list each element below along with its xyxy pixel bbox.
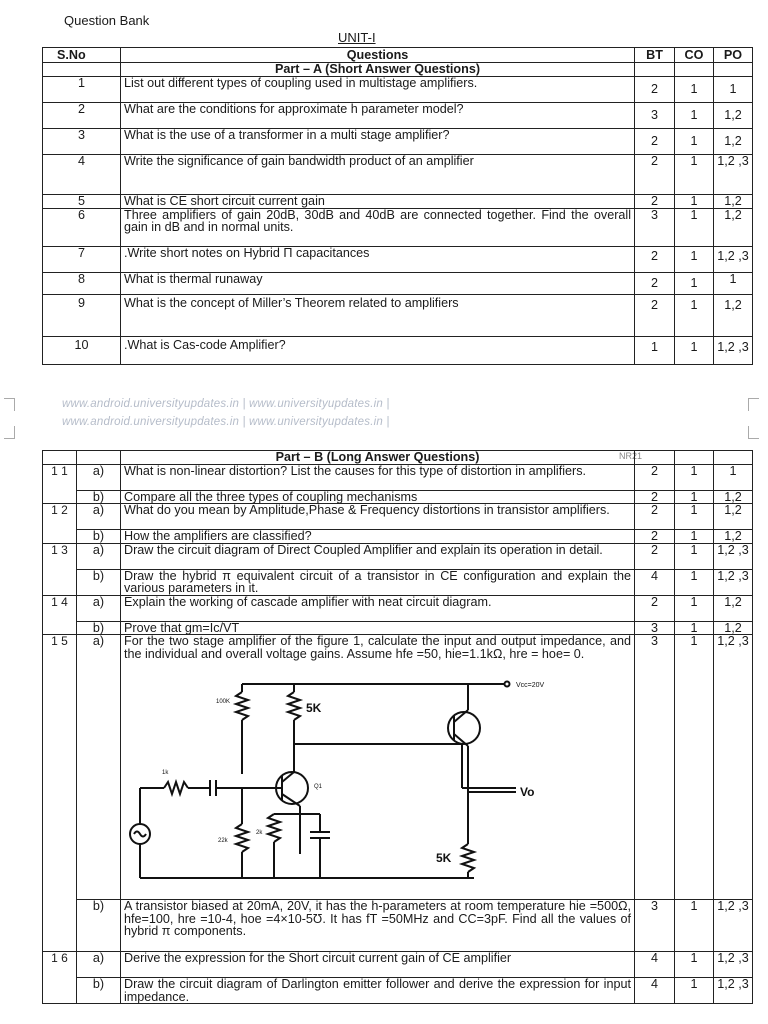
po-value: 1 xyxy=(714,464,753,490)
table-row xyxy=(43,272,753,294)
co-value: 1 xyxy=(675,294,714,336)
table-row xyxy=(43,246,753,272)
col-sno-header: S.No xyxy=(43,48,121,63)
question-text: .Write short notes on Hybrid Π capacitances xyxy=(121,246,635,272)
bt-value: 4 xyxy=(635,569,675,595)
po-value: 1,2 xyxy=(714,195,753,209)
circuit-label-rs: 1k xyxy=(162,770,169,776)
question-text: What is non-linear distortion? List the causes for this type of distortion in amplifiers. xyxy=(121,464,635,490)
page-code: NR21 xyxy=(619,451,643,461)
table-row xyxy=(43,952,753,978)
question-text: Three amplifiers of gain 20dB, 30dB and 40dB are connected together. Find the overall gain in dB and in normal units. xyxy=(121,208,635,246)
po-value: 1,2 xyxy=(714,490,753,504)
sub-label: b) xyxy=(77,490,121,504)
question-text: What is the concept of Miller’s Theorem related to amplifiers xyxy=(121,294,635,336)
question-number: 1 6 xyxy=(43,952,77,1004)
po-value: 1,2 xyxy=(714,129,753,155)
part-b-title: Part – B (Long Answer Questions) xyxy=(121,451,635,465)
question-text: Draw the hybrid π equivalent circuit of a transistor in CE configuration and explain the various parameters in it. xyxy=(121,569,635,595)
table-row xyxy=(43,900,753,952)
table-row xyxy=(43,490,753,504)
question-number: 3 xyxy=(43,129,121,155)
question-number: 7 xyxy=(43,246,121,272)
col-po-header: PO xyxy=(714,48,753,63)
bt-value: 2 xyxy=(635,246,675,272)
table-row xyxy=(43,978,753,1004)
bt-value: 2 xyxy=(635,77,675,103)
co-value: 1 xyxy=(675,530,714,544)
bt-value: 2 xyxy=(635,504,675,530)
co-value: 1 xyxy=(675,635,714,900)
question-text: Draw the circuit diagram of Darlington emitter follower and derive the expression for input impedance. xyxy=(121,978,635,1004)
sub-label: a) xyxy=(77,464,121,490)
table-row xyxy=(43,635,753,900)
circuit-label-r2: 22k xyxy=(218,838,228,844)
bt-value: 2 xyxy=(635,543,675,569)
question-text: Write the significance of gain bandwidth product of an amplifier xyxy=(121,155,635,195)
po-value: 1,2 ,3 xyxy=(714,635,753,900)
bt-value: 3 xyxy=(635,208,675,246)
co-value: 1 xyxy=(675,900,714,952)
question-text: What do you mean by Amplitude,Phase & Frequency distortions in transistor amplifiers. xyxy=(121,504,635,530)
po-value: 1,2 ,3 xyxy=(714,336,753,364)
question-number: 8 xyxy=(43,272,121,294)
sub-label: a) xyxy=(77,635,121,900)
bt-value: 1 xyxy=(635,336,675,364)
question-text: A transistor biased at 20mA, 20V, it has the h-parameters at room temperature hie =500Ω, hfe=100, hre =10-4, hoe =4×10-5Ʊ. It has fT =50MHz and CC=3pF. Find all the values of hybrid π components. xyxy=(121,900,635,952)
po-value: 1,2 ,3 xyxy=(714,900,753,952)
po-value: 1,2 xyxy=(714,294,753,336)
co-value: 1 xyxy=(675,543,714,569)
bt-value: 2 xyxy=(635,464,675,490)
table-row xyxy=(43,530,753,544)
po-value: 1,2 xyxy=(714,621,753,635)
unit-title: UNIT-I xyxy=(338,30,376,45)
co-value: 1 xyxy=(675,595,714,621)
question-number: 1 4 xyxy=(43,595,77,635)
bt-value: 3 xyxy=(635,900,675,952)
question-number: 2 xyxy=(43,103,121,129)
circuit-label-r1: 100K xyxy=(216,699,231,705)
question-text: How the amplifiers are classified? xyxy=(121,530,635,544)
co-value: 1 xyxy=(675,246,714,272)
co-value: 1 xyxy=(675,490,714,504)
table-row xyxy=(43,195,753,209)
table-row xyxy=(43,129,753,155)
po-value: 1,2 ,3 xyxy=(714,978,753,1004)
po-value: 1 xyxy=(714,272,753,294)
po-value: 1,2 xyxy=(714,504,753,530)
po-value: 1,2 ,3 xyxy=(714,246,753,272)
bt-value: 2 xyxy=(635,490,675,504)
question-number: 1 5 xyxy=(43,635,77,952)
co-value: 1 xyxy=(675,155,714,195)
co-value: 1 xyxy=(675,952,714,978)
question-text: .What is Cas-code Amplifier? xyxy=(121,336,635,364)
question-number: 9 xyxy=(43,294,121,336)
circuit-label-re2: 5K xyxy=(436,851,452,865)
bt-value: 4 xyxy=(635,952,675,978)
bt-value: 2 xyxy=(635,595,675,621)
part-a-table xyxy=(42,47,753,365)
bt-value: 2 xyxy=(635,294,675,336)
page-mark xyxy=(4,426,15,439)
question-text: Prove that gm=Ic/VT xyxy=(121,621,635,635)
co-value: 1 xyxy=(675,103,714,129)
question-text: What is the use of a transformer in a multi stage amplifier? xyxy=(121,129,635,155)
question-text: Compare all the three types of coupling mechanisms xyxy=(121,490,635,504)
table-row xyxy=(43,77,753,103)
co-value: 1 xyxy=(675,978,714,1004)
co-value: 1 xyxy=(675,504,714,530)
table-row xyxy=(43,504,753,530)
bt-value: 2 xyxy=(635,530,675,544)
bt-value: 2 xyxy=(635,195,675,209)
circuit-label-vcc: Vcc=20V xyxy=(516,682,545,689)
co-value: 1 xyxy=(675,77,714,103)
bt-value: 3 xyxy=(635,635,675,900)
po-value: 1,2 ,3 xyxy=(714,155,753,195)
page-mark xyxy=(748,398,759,411)
bt-value: 2 xyxy=(635,272,675,294)
circuit-label-rc1: 5K xyxy=(306,701,322,715)
table-row xyxy=(43,543,753,569)
table-row xyxy=(43,155,753,195)
po-value: 1,2 ,3 xyxy=(714,569,753,595)
sub-label: b) xyxy=(77,569,121,595)
sub-label: a) xyxy=(77,543,121,569)
co-value: 1 xyxy=(675,195,714,209)
table-row xyxy=(43,208,753,246)
sub-label: b) xyxy=(77,978,121,1004)
question-number: 4 xyxy=(43,155,121,195)
co-value: 1 xyxy=(675,464,714,490)
question-text: What are the conditions for approximate h parameter model? xyxy=(121,103,635,129)
sub-label: a) xyxy=(77,504,121,530)
table-row xyxy=(43,464,753,490)
co-value: 1 xyxy=(675,208,714,246)
part-a-title: Part – A (Short Answer Questions) xyxy=(121,63,635,77)
table-row xyxy=(43,336,753,364)
table-row xyxy=(43,621,753,635)
bt-value: 2 xyxy=(635,129,675,155)
sub-label: b) xyxy=(77,900,121,952)
co-value: 1 xyxy=(675,336,714,364)
watermark-text: www.android.universityupdates.in | www.universityupdates.in | xyxy=(62,416,390,428)
col-questions-header: Questions xyxy=(121,48,635,63)
question-text: What is thermal runaway xyxy=(121,272,635,294)
table-row xyxy=(43,595,753,621)
table-row xyxy=(43,103,753,129)
question-text: Derive the expression for the Short circuit current gain of CE amplifier xyxy=(121,952,635,978)
sub-label: a) xyxy=(77,595,121,621)
part-b-table xyxy=(42,450,753,1004)
question-number: 1 1 xyxy=(43,464,77,504)
question-text: List out different types of coupling used in multistage amplifiers. xyxy=(121,77,635,103)
circuit-diagram xyxy=(124,664,632,882)
circuit-label-q1: Q1 xyxy=(314,784,323,790)
watermark-text: www.android.universityupdates.in | www.universityupdates.in | xyxy=(62,398,390,410)
po-value: 1,2 xyxy=(714,103,753,129)
circuit-label-vo: Vo xyxy=(520,785,535,799)
po-value: 1,2 ,3 xyxy=(714,952,753,978)
question-number: 6 xyxy=(43,208,121,246)
circuit-label-re: 2k xyxy=(256,830,263,836)
question-number: 1 2 xyxy=(43,504,77,544)
bt-value: 2 xyxy=(635,155,675,195)
col-bt-header: BT xyxy=(635,48,675,63)
question-number: 1 3 xyxy=(43,543,77,595)
col-co-header: CO xyxy=(675,48,714,63)
co-value: 1 xyxy=(675,129,714,155)
bt-value: 3 xyxy=(635,621,675,635)
question-number: 1 xyxy=(43,77,121,103)
question-number: 5 xyxy=(43,195,121,209)
co-value: 1 xyxy=(675,272,714,294)
table-row xyxy=(43,569,753,595)
po-value: 1,2 xyxy=(714,595,753,621)
sub-label: a) xyxy=(77,952,121,978)
po-value: 1 xyxy=(714,77,753,103)
question-number: 10 xyxy=(43,336,121,364)
page-title: Question Bank xyxy=(64,13,150,28)
co-value: 1 xyxy=(675,569,714,595)
page-mark xyxy=(748,426,759,439)
po-value: 1,2 ,3 xyxy=(714,543,753,569)
sub-label: b) xyxy=(77,530,121,544)
po-value: 1,2 xyxy=(714,208,753,246)
co-value: 1 xyxy=(675,621,714,635)
page-mark xyxy=(4,398,15,411)
question-text: Explain the working of cascade amplifier with neat circuit diagram. xyxy=(121,595,635,621)
question-text: Draw the circuit diagram of Direct Coupled Amplifier and explain its operation in detail. xyxy=(121,543,635,569)
po-value: 1,2 xyxy=(714,530,753,544)
table-row xyxy=(43,294,753,336)
question-text: For the two stage amplifier of the figure 1, calculate the input and output impedance, and the individual and overall voltage gains. Assume hfe =50, hie=1.1kΩ, hre = hoe= 0. xyxy=(124,634,631,661)
question-text: What is CE short circuit current gain xyxy=(121,195,635,209)
sub-label: b) xyxy=(77,621,121,635)
bt-value: 3 xyxy=(635,103,675,129)
bt-value: 4 xyxy=(635,978,675,1004)
